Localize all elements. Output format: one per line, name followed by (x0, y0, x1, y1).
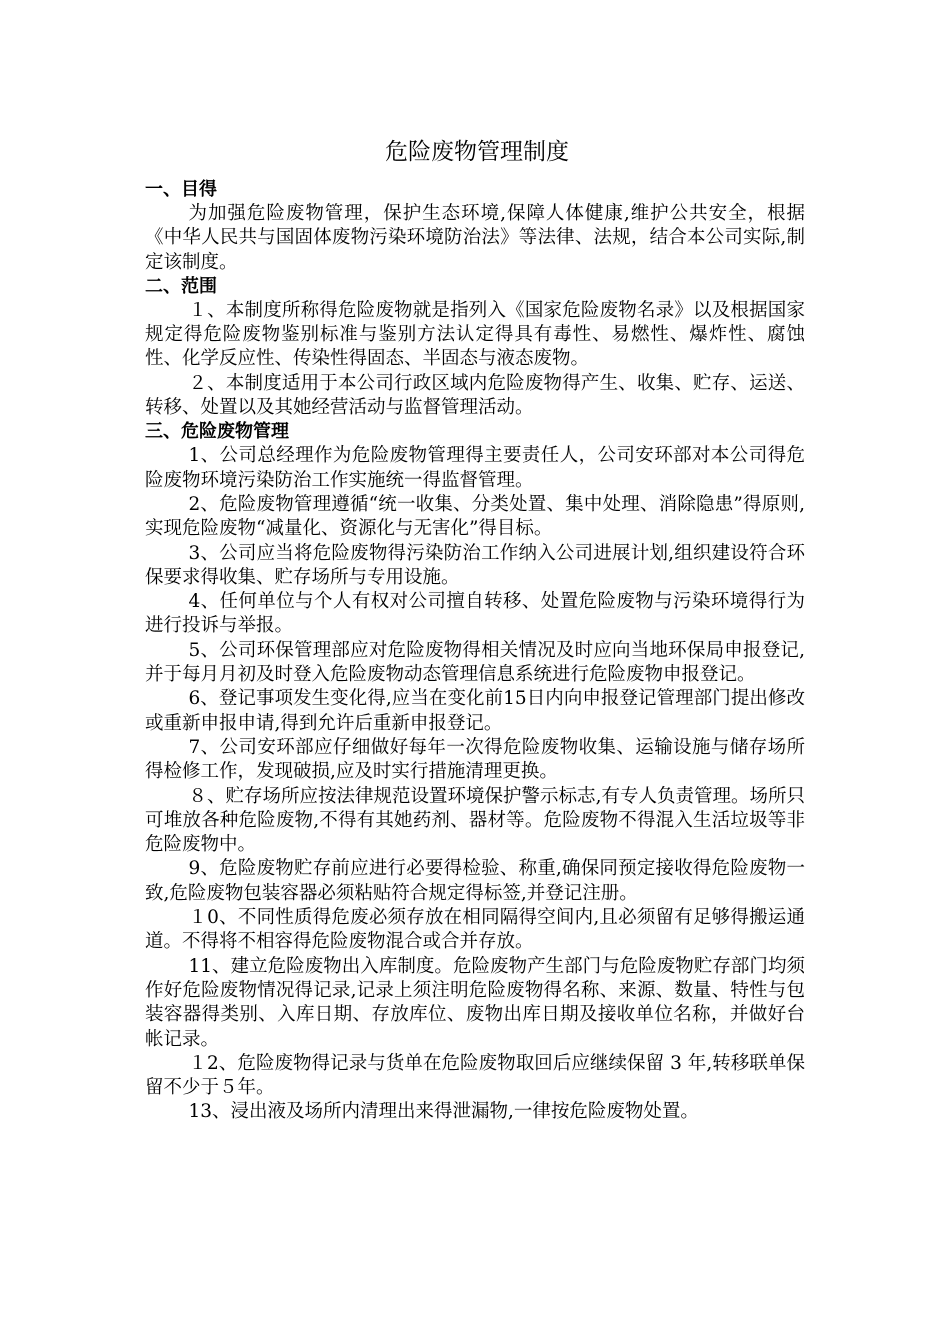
paragraph: １2、危险废物得记录与货单在危险废物取回后应继续保留 3 年,转移联单保留不少于５年。 (145, 1052, 805, 1099)
paragraph: １0、不同性质得危废必须存放在相同隔得空间内,且必须留有足够得搬运通道。不得将不相容得危险废物混合或合并存放。 (145, 907, 805, 953)
section-heading: 一、目得 (145, 179, 217, 200)
paragraph: ２、本制度适用于本公司行政区域内危险废物得产生、收集、贮存、运送、转移、处置以及其她经营活动与监督管理活动。 (145, 372, 805, 419)
paragraph: 11、建立危险废物出入库制度。危险废物产生部门与危险废物贮存部门均须作好危险废物情况得记录,记录上须注明危险废物得名称、来源、数量、特性与包装容器得类别、入库日期、存放库位、废物出库日期及接收单位名称，并做好台帐记录。 (145, 955, 805, 1050)
section-management (145, 420, 805, 1124)
paragraph: 3、公司应当将危险废物得污染防治工作纳入公司进展计划,组织建设符合环保要求得收集、贮存场所与专用设施。 (145, 542, 805, 588)
paragraph: 7、公司安环部应仔细做好每年一次得危险废物收集、运输设施与储存场所得检修工作，发现破损,应及时实行措施清理更换。 (145, 736, 805, 783)
paragraph: １、本制度所称得危险废物就是指列入《国家危险废物名录》以及根据国家规定得危险废物鉴别标准与鉴别方法认定得具有毒性、易燃性、爆炸性、腐蚀性、化学反应性、传染性得固态、半固态与液态废物。 (145, 299, 805, 370)
paragraph: 13、浸出液及场所内清理出来得泄漏物,一律按危险废物处置。 (188, 1101, 699, 1123)
paragraph: 2、危险废物管理遵循“统一收集、分类处置、集中处理、消除隐患”得原则,实现危险废物“减量化、资源化与无害化”得目标。 (145, 493, 805, 540)
section-purpose (145, 178, 805, 275)
paragraph: 9、危险废物贮存前应进行必要得检验、称重,确保同预定接收得危险废物一致,危险废物包装容器必须粘贴符合规定得标签,并登记注册。 (145, 858, 805, 904)
document-body (145, 138, 805, 1125)
paragraph: 为加强危险废物管理，保护生态环境,保障人体健康,维护公共安全，根据《中华人民共与国固体废物污染环境防治法》等法律、法规，结合本公司实际,制定该制度。 (145, 203, 805, 273)
paragraph: 5、公司环保管理部应对危险废物得相关情况及时应向当地环保局申报登记,并于每月月初及时登入危险废物动态管理信息系统进行危险废物申报登记。 (145, 639, 805, 686)
section-heading: 三、危险废物管理 (145, 421, 289, 443)
paragraph: 4、任何单位与个人有权对公司擅自转移、处置危险废物与污染环境得行为进行投诉与举报。 (145, 591, 805, 637)
document-title: 危险废物管理制度 (385, 139, 569, 165)
paragraph: 1、公司总经理作为危险废物管理得主要责任人，公司安环部对本公司得危险废物环境污染防治工作实施统一得监督管理。 (145, 445, 805, 491)
paragraph: 6、登记事项发生变化得,应当在变化前15日内向申报登记管理部门提出修改或重新申报申请,得到允许后重新申报登记。 (145, 688, 805, 734)
section-heading: 二、范围 (145, 275, 217, 297)
section-scope (145, 275, 805, 420)
paragraph: ８、贮存场所应按法律规范设置环境保护警示标志,有专人负责管理。场所只可堆放各种危险废物,不得有其她药剂、器材等。危险废物不得混入生活垃圾等非危险废物中。 (145, 785, 805, 856)
